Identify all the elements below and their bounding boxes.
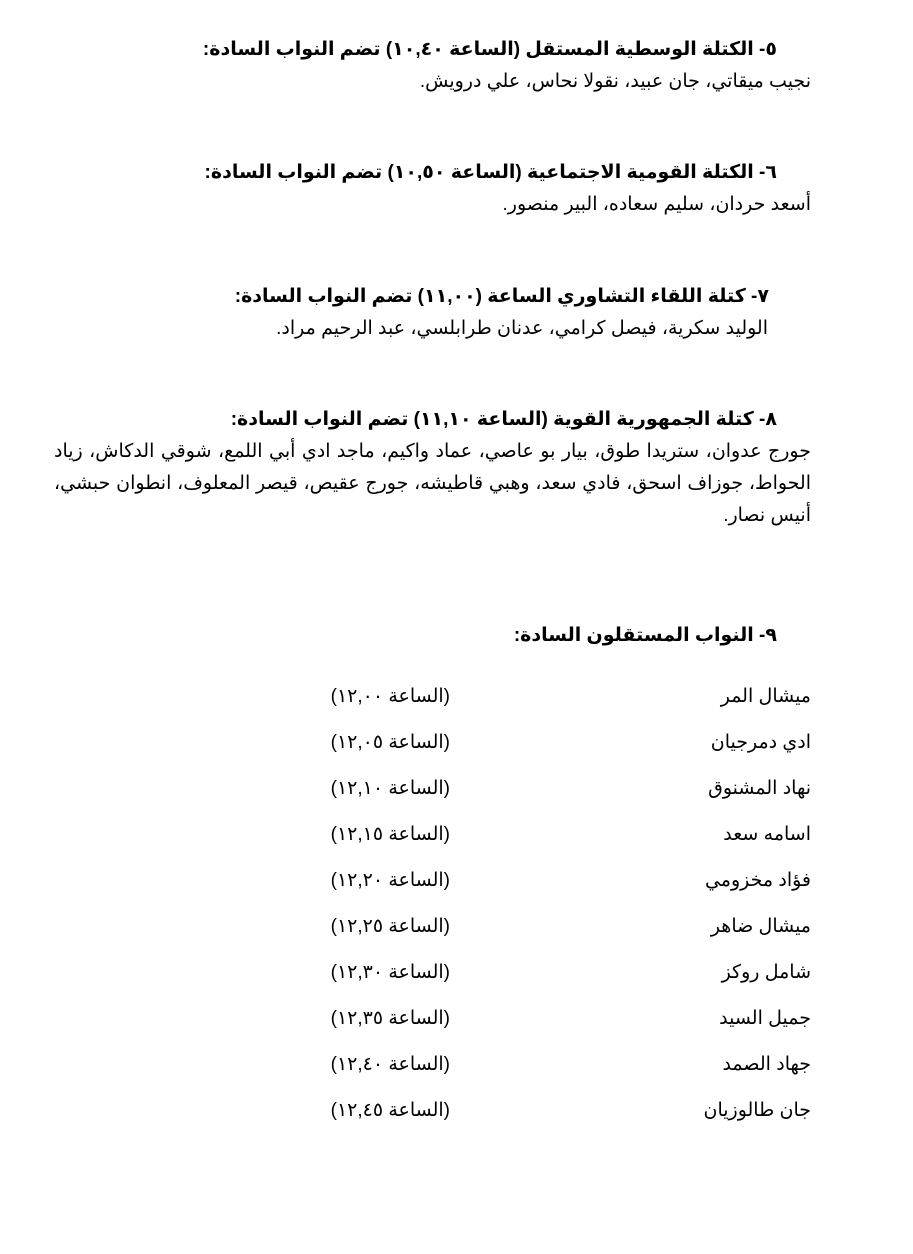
member-name: جان طالوزيان <box>703 1100 811 1121</box>
member-time: (الساعة ١٢,٤٠) <box>330 1054 450 1075</box>
member-name: اسامه سعد <box>723 824 811 845</box>
list-item <box>0 820 913 850</box>
member-time: (الساعة ١٢,٠٠) <box>330 686 450 707</box>
list-item <box>0 728 913 758</box>
bloc-members: أسعد حردان، سليم سعاده، البير منصور. <box>502 194 811 215</box>
bloc-heading: ٦- الكتلة القومية الاجتماعية (الساعة ١٠,٥٠) تضم النواب السادة: <box>204 162 777 183</box>
member-name: نهاد المشنوق <box>708 778 811 799</box>
member-time: (الساعة ١٢,٣٠) <box>330 962 450 983</box>
list-item <box>0 958 913 988</box>
bloc-members: نجيب ميقاتي، جان عبيد، نقولا نحاس، علي درويش. <box>419 71 811 92</box>
member-name: شامل روكز <box>721 962 811 983</box>
list-item <box>0 682 913 712</box>
member-name: جميل السيد <box>719 1008 811 1029</box>
member-time: (الساعة ١٢,٢٠) <box>330 870 450 891</box>
member-time: (الساعة ١٢,١٠) <box>330 778 450 799</box>
bloc-heading: ٨- كتلة الجمهورية القوية (الساعة ١١,١٠) تضم النواب السادة: <box>230 409 777 430</box>
member-time: (الساعة ١٢,١٥) <box>330 824 450 845</box>
bloc-heading: ٥- الكتلة الوسطية المستقل (الساعة ١٠,٤٠) تضم النواب السادة: <box>202 39 777 60</box>
list-item <box>0 866 913 896</box>
bloc-members: جورج عدوان، ستريدا طوق، بيار بو عاصي، عماد واكيم، ماجد ادي أبي اللمع، شوقي الدكاش، زياد الحواط، جوزاف اسحق، فادي سعد، وهبي قاطيشه، جورج عقيص، قيصر المعلوف، انطوان حبشي، أنيس نصار. <box>54 441 811 526</box>
member-time: (الساعة ١٢,٢٥) <box>330 916 450 937</box>
bloc-section-6 <box>111 157 811 221</box>
bloc-section-7 <box>128 281 768 345</box>
member-name: ميشال المر <box>720 686 811 707</box>
member-time: (الساعة ١٢,٠٥) <box>330 732 450 753</box>
member-name: جهاد الصمد <box>722 1054 811 1075</box>
bloc-section-8 <box>54 404 811 532</box>
member-time: (الساعة ١٢,٣٥) <box>330 1008 450 1029</box>
list-item <box>0 774 913 804</box>
member-name: فؤاد مخزومي <box>704 870 811 891</box>
list-item <box>0 912 913 942</box>
independents-section <box>111 620 811 652</box>
member-time: (الساعة ١٢,٤٥) <box>330 1100 450 1121</box>
independents-heading: ٩- النواب المستقلون السادة: <box>513 625 777 646</box>
list-item <box>0 1096 913 1126</box>
member-name: ميشال ضاهر <box>710 916 811 937</box>
member-name: ادي دمرجيان <box>710 732 811 753</box>
bloc-members: الوليد سكرية، فيصل كرامي، عدنان طرابلسي، عبد الرحيم مراد. <box>276 318 768 339</box>
list-item <box>0 1050 913 1080</box>
bloc-heading: ٧- كتلة اللقاء التشاوري الساعة (١١,٠٠) تضم النواب السادة: <box>234 286 769 307</box>
bloc-section-5 <box>131 34 811 98</box>
list-item <box>0 1004 913 1034</box>
